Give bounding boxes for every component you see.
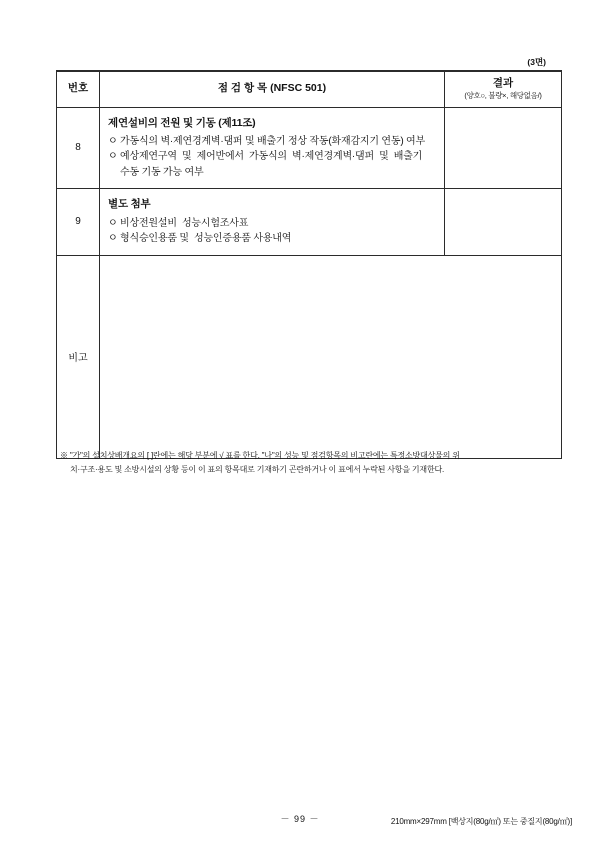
inspection-checklist-table: [56, 70, 562, 459]
item-line: ㅇ 가동식의 벽·제연경계벽·댐퍼 및 배출기 정상 작동(화재감지기 연동) 여부: [108, 135, 425, 147]
footnote: [60, 449, 544, 477]
page-number: － 99 －: [280, 814, 320, 824]
item-title: 제연설비의 전원 및 기동 (제11조): [108, 116, 256, 129]
page-corner-label: (3면): [527, 57, 546, 67]
remark-label: 비고: [57, 255, 100, 458]
table-row: [57, 189, 562, 255]
item-title: 별도 첨부: [108, 198, 151, 211]
row-number: 9: [57, 189, 100, 255]
table-row: [57, 107, 562, 189]
column-header-result: [445, 71, 562, 107]
column-header-no: 번호: [57, 71, 100, 107]
row-number: 8: [57, 107, 100, 189]
column-header-item: 점 검 항 목 (NFSC 501): [100, 71, 445, 107]
column-header-result-main: 결과: [492, 77, 514, 89]
table-body: [57, 107, 562, 458]
row-result[interactable]: [445, 107, 562, 189]
footnote-line-1: ※ "가"의 설치상배개요의 [ ]란에는 해당 부분에 √ 표를 한다. "나"의 성능 및 점검항목의 비고란에는 특정소방대상물의 위: [60, 451, 460, 460]
row-item: [100, 107, 445, 189]
remark-row: [57, 255, 562, 458]
row-result[interactable]: [445, 189, 562, 255]
paper-spec: 210mm×297mm [백상지(80g/㎡) 또는 중질지(80g/㎡)]: [390, 817, 572, 826]
footnote-line-2: 치·구조·용도 및 소방시설의 상황 등이 이 표의 항목대로 기재하기 곤란하거나 이 표에서 누락된 사항을 기재한다.: [70, 465, 445, 474]
table-header-row: [57, 71, 562, 107]
remark-body[interactable]: [100, 255, 562, 458]
table-header: [57, 71, 562, 107]
item-line: ㅇ 비상전원설비 성능시험조사표: [108, 217, 249, 229]
item-line: 수동 기동 가능 여부: [120, 166, 204, 178]
column-header-result-sub: (양호○, 불량×, 해당없음/): [464, 91, 542, 101]
item-line: ㅇ 형식승인용품 및 성능인증용품 사용내역: [108, 233, 292, 245]
item-line: ㅇ 예상제연구역 및 제어반에서 가동식의 벽·제연경계벽·댐퍼 및 배출기: [108, 151, 423, 163]
row-item: [100, 189, 445, 255]
